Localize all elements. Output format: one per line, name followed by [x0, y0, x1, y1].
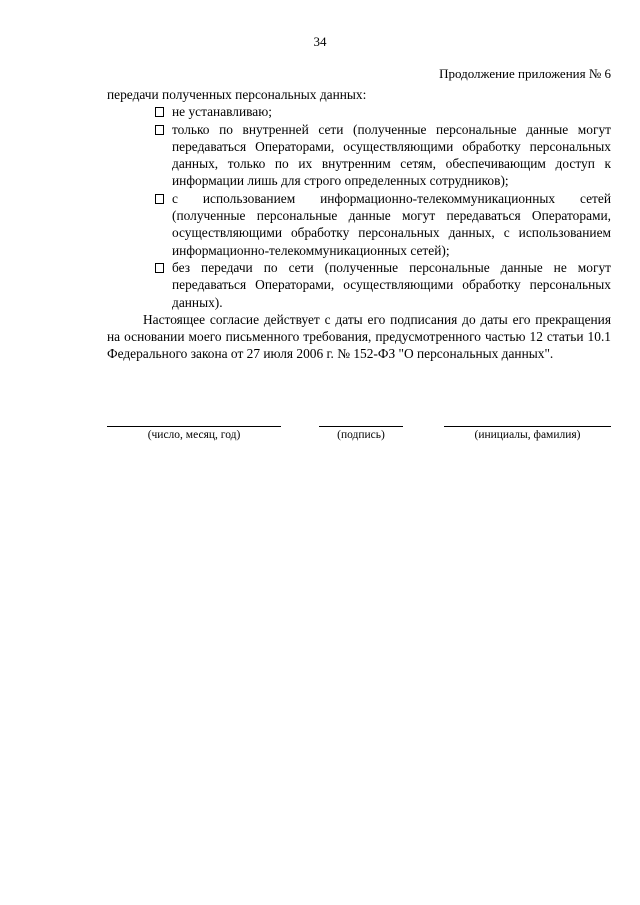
date-field — [107, 426, 281, 441]
name-caption: (инициалы, фамилия) — [474, 429, 581, 441]
name-field — [444, 426, 611, 441]
signature-field — [319, 426, 403, 441]
option-text: не устанавливаю; — [172, 104, 272, 120]
date-caption: (число, месяц, год) — [147, 429, 241, 441]
date-line — [107, 426, 281, 427]
option-telecom-networks — [107, 190, 611, 259]
option-text: с использованием информационно-телекоммуникационных сетей (полученные персональные данные могут передаваться Операторами, осуществляющими обработку персональных данных, с использованием информационно-телекоммуникационных сетей); — [172, 190, 611, 258]
option-internal-network — [107, 121, 611, 190]
checkbox-icon[interactable] — [155, 194, 164, 204]
consent-options-list — [107, 103, 611, 311]
name-line — [444, 426, 611, 427]
checkbox-icon[interactable] — [155, 263, 164, 273]
appendix-note: Продолжение приложения № 6 — [439, 66, 611, 81]
signature-caption: (подпись) — [337, 429, 385, 441]
document-body — [107, 86, 611, 363]
checkbox-icon[interactable] — [155, 107, 164, 117]
lead-line: передачи полученных персональных данных: — [107, 87, 367, 102]
consent-validity-paragraph: Настоящее согласие действует с даты его подписания до даты его прекращения на основании моего письменного требования, предусмотренного частью 12 статьи 10.1 Федерального закона от 27 июля 2006 г. № 152-ФЗ "О персональных данных". — [107, 311, 611, 362]
checkbox-icon[interactable] — [155, 125, 164, 135]
option-text: только по внутренней сети (полученные персональные данные могут передаваться Операторами, осуществляющими обработку персональных данных, только по их внутренним сетям, обеспечивающим доступ к информации лишь для строго определенных сотрудников); — [172, 121, 611, 189]
page-number: 34 — [313, 34, 327, 49]
signature-block — [107, 426, 611, 456]
option-no-transfer-setting — [107, 103, 611, 120]
option-no-network — [107, 259, 611, 311]
option-text: без передачи по сети (полученные персональные данные не могут передаваться Операторами, осуществляющими обработку персональных данных). — [172, 259, 611, 310]
signature-line — [319, 426, 403, 427]
